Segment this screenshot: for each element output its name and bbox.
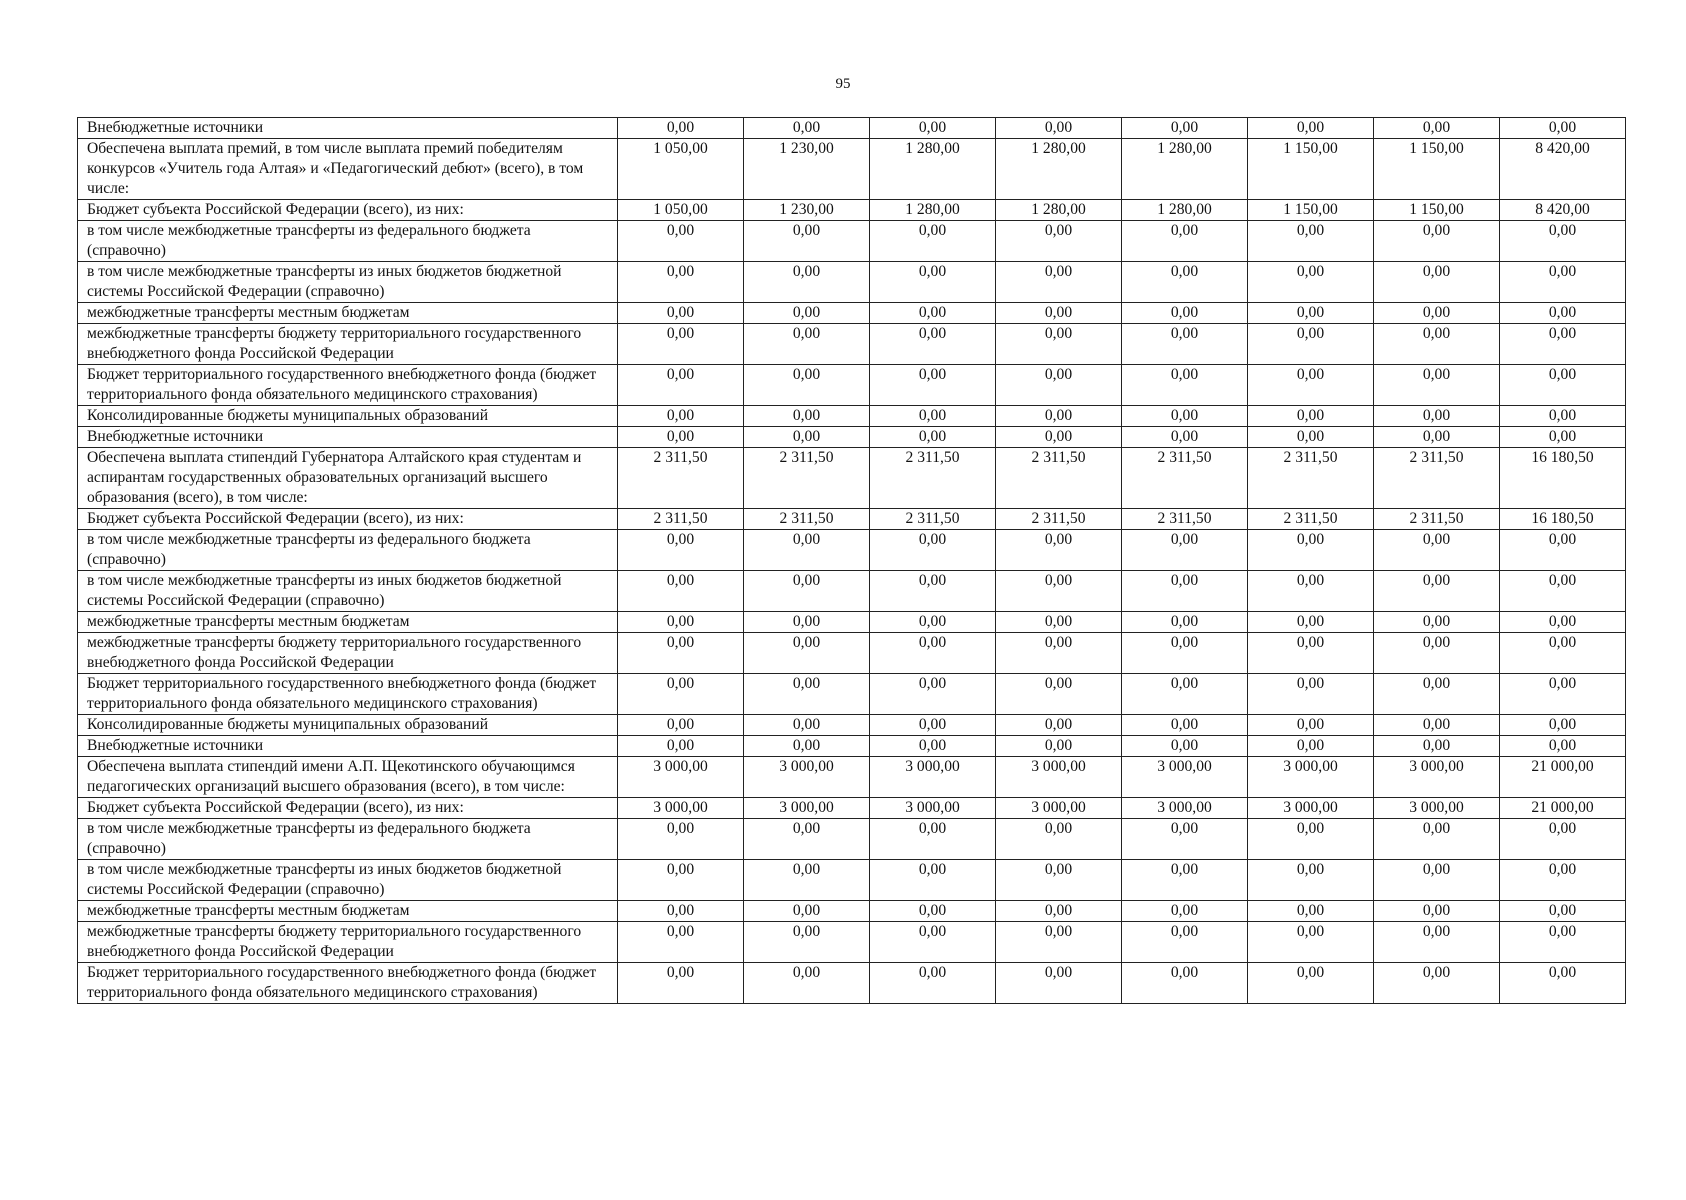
row-year-value: 0,00 bbox=[744, 427, 870, 448]
row-total-value: 0,00 bbox=[1500, 406, 1626, 427]
row-year-value: 0,00 bbox=[618, 303, 744, 324]
page-number: 95 bbox=[835, 76, 851, 92]
table-row bbox=[78, 571, 1626, 612]
row-year-value: 0,00 bbox=[996, 118, 1122, 139]
row-year-value: 0,00 bbox=[1122, 715, 1248, 736]
row-year-value: 0,00 bbox=[870, 118, 996, 139]
row-year-value: 0,00 bbox=[870, 736, 996, 757]
row-year-value: 0,00 bbox=[744, 365, 870, 406]
row-year-value: 2 311,50 bbox=[996, 448, 1122, 509]
row-label: Консолидированные бюджеты муниципальных образований bbox=[78, 406, 618, 427]
row-year-value: 0,00 bbox=[618, 819, 744, 860]
table-row bbox=[78, 365, 1626, 406]
row-total-value: 8 420,00 bbox=[1500, 200, 1626, 221]
row-year-value: 0,00 bbox=[618, 324, 744, 365]
row-year-value: 0,00 bbox=[996, 963, 1122, 1004]
row-year-value: 2 311,50 bbox=[870, 448, 996, 509]
row-year-value: 2 311,50 bbox=[744, 509, 870, 530]
row-total-value: 0,00 bbox=[1500, 736, 1626, 757]
row-year-value: 0,00 bbox=[618, 530, 744, 571]
row-year-value: 0,00 bbox=[1248, 221, 1374, 262]
row-year-value: 3 000,00 bbox=[870, 798, 996, 819]
row-year-value: 0,00 bbox=[870, 221, 996, 262]
row-year-value: 3 000,00 bbox=[744, 757, 870, 798]
row-year-value: 0,00 bbox=[870, 365, 996, 406]
row-label: в том числе межбюджетные трансферты из федерального бюджета (справочно) bbox=[78, 530, 618, 571]
row-year-value: 0,00 bbox=[744, 819, 870, 860]
row-year-value: 0,00 bbox=[1122, 324, 1248, 365]
row-total-value: 0,00 bbox=[1500, 612, 1626, 633]
table-row bbox=[78, 757, 1626, 798]
row-year-value: 0,00 bbox=[870, 427, 996, 448]
row-year-value: 0,00 bbox=[1374, 427, 1500, 448]
row-year-value: 0,00 bbox=[1374, 303, 1500, 324]
row-year-value: 0,00 bbox=[1248, 427, 1374, 448]
table-row bbox=[78, 427, 1626, 448]
row-year-value: 0,00 bbox=[1122, 571, 1248, 612]
row-year-value: 0,00 bbox=[744, 262, 870, 303]
table-row bbox=[78, 633, 1626, 674]
row-year-value: 0,00 bbox=[744, 860, 870, 901]
table-row bbox=[78, 715, 1626, 736]
row-label: межбюджетные трансферты бюджету территориального государственного внебюджетного фонда Российской Федерации bbox=[78, 922, 618, 963]
row-year-value: 1 230,00 bbox=[744, 139, 870, 200]
row-year-value: 0,00 bbox=[744, 221, 870, 262]
row-year-value: 2 311,50 bbox=[618, 448, 744, 509]
table-row bbox=[78, 736, 1626, 757]
row-year-value: 0,00 bbox=[1374, 365, 1500, 406]
row-year-value: 0,00 bbox=[618, 406, 744, 427]
row-year-value: 0,00 bbox=[1122, 221, 1248, 262]
row-year-value: 0,00 bbox=[618, 427, 744, 448]
row-year-value: 1 280,00 bbox=[996, 200, 1122, 221]
row-year-value: 0,00 bbox=[996, 571, 1122, 612]
row-label: Внебюджетные источники bbox=[78, 118, 618, 139]
row-year-value: 0,00 bbox=[618, 715, 744, 736]
row-year-value: 0,00 bbox=[618, 901, 744, 922]
row-year-value: 0,00 bbox=[618, 262, 744, 303]
row-total-value: 8 420,00 bbox=[1500, 139, 1626, 200]
row-total-value: 0,00 bbox=[1500, 963, 1626, 1004]
row-year-value: 0,00 bbox=[1248, 612, 1374, 633]
row-year-value: 1 280,00 bbox=[870, 139, 996, 200]
row-year-value: 1 150,00 bbox=[1374, 200, 1500, 221]
row-total-value: 0,00 bbox=[1500, 221, 1626, 262]
row-total-value: 0,00 bbox=[1500, 860, 1626, 901]
row-year-value: 0,00 bbox=[870, 262, 996, 303]
row-year-value: 0,00 bbox=[744, 571, 870, 612]
row-label: Обеспечена выплата стипендий имени А.П. Щекотинского обучающимся педагогических организаций высшего образования (всего), в том числе: bbox=[78, 757, 618, 798]
row-year-value: 0,00 bbox=[1374, 530, 1500, 571]
row-total-value: 0,00 bbox=[1500, 571, 1626, 612]
row-year-value: 0,00 bbox=[870, 860, 996, 901]
table-row bbox=[78, 118, 1626, 139]
row-year-value: 0,00 bbox=[870, 633, 996, 674]
row-year-value: 3 000,00 bbox=[1122, 798, 1248, 819]
row-year-value: 0,00 bbox=[1122, 303, 1248, 324]
table-row bbox=[78, 509, 1626, 530]
row-year-value: 3 000,00 bbox=[1248, 798, 1374, 819]
row-total-value: 0,00 bbox=[1500, 324, 1626, 365]
row-year-value: 3 000,00 bbox=[744, 798, 870, 819]
table-row bbox=[78, 221, 1626, 262]
row-year-value: 0,00 bbox=[744, 324, 870, 365]
row-year-value: 1 280,00 bbox=[1122, 139, 1248, 200]
table-row bbox=[78, 819, 1626, 860]
row-year-value: 2 311,50 bbox=[1374, 509, 1500, 530]
row-year-value: 0,00 bbox=[1248, 963, 1374, 1004]
row-year-value: 0,00 bbox=[1248, 571, 1374, 612]
row-year-value: 0,00 bbox=[1122, 612, 1248, 633]
row-year-value: 0,00 bbox=[1374, 612, 1500, 633]
row-year-value: 0,00 bbox=[1374, 963, 1500, 1004]
row-year-value: 0,00 bbox=[996, 715, 1122, 736]
row-year-value: 0,00 bbox=[1248, 674, 1374, 715]
row-year-value: 0,00 bbox=[618, 365, 744, 406]
row-year-value: 0,00 bbox=[870, 901, 996, 922]
row-year-value: 0,00 bbox=[744, 406, 870, 427]
row-total-value: 0,00 bbox=[1500, 365, 1626, 406]
row-label: Консолидированные бюджеты муниципальных образований bbox=[78, 715, 618, 736]
row-year-value: 0,00 bbox=[744, 963, 870, 1004]
table-row bbox=[78, 324, 1626, 365]
row-year-value: 0,00 bbox=[1122, 427, 1248, 448]
row-year-value: 3 000,00 bbox=[1122, 757, 1248, 798]
table-row bbox=[78, 530, 1626, 571]
row-year-value: 0,00 bbox=[996, 530, 1122, 571]
row-label: в том числе межбюджетные трансферты из федерального бюджета (справочно) bbox=[78, 819, 618, 860]
row-year-value: 3 000,00 bbox=[618, 757, 744, 798]
row-total-value: 16 180,50 bbox=[1500, 448, 1626, 509]
row-year-value: 0,00 bbox=[870, 715, 996, 736]
row-year-value: 0,00 bbox=[1248, 406, 1374, 427]
row-year-value: 0,00 bbox=[1248, 633, 1374, 674]
row-year-value: 0,00 bbox=[1122, 406, 1248, 427]
row-label: Обеспечена выплата премий, в том числе выплата премий победителям конкурсов «Учитель года Алтая» и «Педагогический дебют» (всего), в том числе: bbox=[78, 139, 618, 200]
row-year-value: 0,00 bbox=[618, 221, 744, 262]
row-year-value: 2 311,50 bbox=[744, 448, 870, 509]
row-year-value: 0,00 bbox=[1248, 303, 1374, 324]
row-year-value: 0,00 bbox=[1248, 860, 1374, 901]
row-year-value: 0,00 bbox=[1248, 901, 1374, 922]
row-year-value: 0,00 bbox=[996, 221, 1122, 262]
row-total-value: 21 000,00 bbox=[1500, 757, 1626, 798]
row-year-value: 0,00 bbox=[1248, 922, 1374, 963]
row-year-value: 0,00 bbox=[744, 118, 870, 139]
row-total-value: 21 000,00 bbox=[1500, 798, 1626, 819]
row-year-value: 0,00 bbox=[618, 963, 744, 1004]
row-total-value: 0,00 bbox=[1500, 633, 1626, 674]
row-year-value: 2 311,50 bbox=[1248, 509, 1374, 530]
row-year-value: 0,00 bbox=[618, 860, 744, 901]
row-year-value: 2 311,50 bbox=[1248, 448, 1374, 509]
row-total-value: 0,00 bbox=[1500, 262, 1626, 303]
row-year-value: 2 311,50 bbox=[618, 509, 744, 530]
row-label: Бюджет территориального государственного внебюджетного фонда (бюджет территориального фонда обязательного медицинского страхования) bbox=[78, 674, 618, 715]
table-body bbox=[78, 118, 1626, 1004]
row-year-value: 0,00 bbox=[870, 571, 996, 612]
row-year-value: 0,00 bbox=[618, 674, 744, 715]
row-year-value: 0,00 bbox=[1374, 860, 1500, 901]
row-year-value: 3 000,00 bbox=[618, 798, 744, 819]
row-year-value: 0,00 bbox=[744, 674, 870, 715]
row-total-value: 0,00 bbox=[1500, 118, 1626, 139]
row-year-value: 0,00 bbox=[1374, 819, 1500, 860]
row-year-value: 0,00 bbox=[1122, 633, 1248, 674]
row-year-value: 0,00 bbox=[744, 715, 870, 736]
row-year-value: 0,00 bbox=[870, 963, 996, 1004]
row-year-value: 0,00 bbox=[744, 612, 870, 633]
row-year-value: 0,00 bbox=[870, 406, 996, 427]
row-year-value: 0,00 bbox=[1248, 262, 1374, 303]
row-year-value: 0,00 bbox=[870, 612, 996, 633]
row-year-value: 0,00 bbox=[618, 736, 744, 757]
budget-table bbox=[77, 117, 1626, 1004]
row-label: Внебюджетные источники bbox=[78, 427, 618, 448]
row-year-value: 1 050,00 bbox=[618, 200, 744, 221]
row-year-value: 1 150,00 bbox=[1248, 200, 1374, 221]
row-year-value: 3 000,00 bbox=[1248, 757, 1374, 798]
table-row bbox=[78, 860, 1626, 901]
row-label: Внебюджетные источники bbox=[78, 736, 618, 757]
table-row bbox=[78, 200, 1626, 221]
row-year-value: 2 311,50 bbox=[1122, 448, 1248, 509]
row-label: Бюджет субъекта Российской Федерации (всего), из них: bbox=[78, 509, 618, 530]
row-year-value: 0,00 bbox=[1122, 901, 1248, 922]
row-year-value: 0,00 bbox=[1248, 530, 1374, 571]
row-label: Бюджет территориального государственного внебюджетного фонда (бюджет территориального фонда обязательного медицинского страхования) bbox=[78, 365, 618, 406]
row-year-value: 1 150,00 bbox=[1248, 139, 1374, 200]
row-year-value: 0,00 bbox=[744, 901, 870, 922]
row-year-value: 0,00 bbox=[996, 262, 1122, 303]
row-year-value: 1 150,00 bbox=[1374, 139, 1500, 200]
row-year-value: 0,00 bbox=[1122, 262, 1248, 303]
row-total-value: 0,00 bbox=[1500, 427, 1626, 448]
row-year-value: 0,00 bbox=[1122, 736, 1248, 757]
row-year-value: 0,00 bbox=[870, 819, 996, 860]
row-year-value: 0,00 bbox=[618, 612, 744, 633]
row-year-value: 0,00 bbox=[1374, 922, 1500, 963]
row-year-value: 0,00 bbox=[1122, 922, 1248, 963]
row-year-value: 0,00 bbox=[1374, 674, 1500, 715]
row-year-value: 0,00 bbox=[996, 324, 1122, 365]
row-year-value: 0,00 bbox=[1374, 262, 1500, 303]
row-year-value: 0,00 bbox=[996, 427, 1122, 448]
row-year-value: 0,00 bbox=[1248, 365, 1374, 406]
row-year-value: 0,00 bbox=[1248, 118, 1374, 139]
table-row bbox=[78, 922, 1626, 963]
row-year-value: 3 000,00 bbox=[1374, 757, 1500, 798]
row-year-value: 0,00 bbox=[996, 303, 1122, 324]
row-label: Бюджет территориального государственного внебюджетного фонда (бюджет территориального фонда обязательного медицинского страхования) bbox=[78, 963, 618, 1004]
row-label: в том числе межбюджетные трансферты из федерального бюджета (справочно) bbox=[78, 221, 618, 262]
row-year-value: 3 000,00 bbox=[996, 757, 1122, 798]
row-year-value: 0,00 bbox=[1374, 118, 1500, 139]
table-row bbox=[78, 798, 1626, 819]
row-year-value: 0,00 bbox=[870, 303, 996, 324]
table-row bbox=[78, 406, 1626, 427]
row-year-value: 0,00 bbox=[1374, 221, 1500, 262]
row-year-value: 0,00 bbox=[744, 633, 870, 674]
row-year-value: 0,00 bbox=[1122, 674, 1248, 715]
row-year-value: 0,00 bbox=[618, 571, 744, 612]
row-year-value: 0,00 bbox=[744, 530, 870, 571]
row-label: в том числе межбюджетные трансферты из иных бюджетов бюджетной системы Российской Федерации (справочно) bbox=[78, 571, 618, 612]
row-total-value: 0,00 bbox=[1500, 715, 1626, 736]
row-label: межбюджетные трансферты бюджету территориального государственного внебюджетного фонда Российской Федерации bbox=[78, 633, 618, 674]
row-year-value: 0,00 bbox=[996, 365, 1122, 406]
table-row bbox=[78, 262, 1626, 303]
row-year-value: 0,00 bbox=[996, 612, 1122, 633]
row-year-value: 0,00 bbox=[1374, 901, 1500, 922]
row-year-value: 0,00 bbox=[618, 118, 744, 139]
row-year-value: 0,00 bbox=[870, 922, 996, 963]
row-label: межбюджетные трансферты местным бюджетам bbox=[78, 303, 618, 324]
row-year-value: 0,00 bbox=[1374, 633, 1500, 674]
row-total-value: 0,00 bbox=[1500, 530, 1626, 571]
row-year-value: 0,00 bbox=[744, 303, 870, 324]
row-label: Обеспечена выплата стипендий Губернатора Алтайского края студентам и аспирантам государственных образовательных организаций высшего образования (всего), в том числе: bbox=[78, 448, 618, 509]
row-total-value: 0,00 bbox=[1500, 922, 1626, 963]
row-year-value: 0,00 bbox=[1248, 715, 1374, 736]
row-year-value: 0,00 bbox=[996, 736, 1122, 757]
row-year-value: 0,00 bbox=[996, 901, 1122, 922]
table-row bbox=[78, 901, 1626, 922]
row-year-value: 0,00 bbox=[1122, 118, 1248, 139]
row-year-value: 0,00 bbox=[1122, 963, 1248, 1004]
row-label: Бюджет субъекта Российской Федерации (всего), из них: bbox=[78, 200, 618, 221]
row-year-value: 0,00 bbox=[1374, 324, 1500, 365]
row-year-value: 0,00 bbox=[870, 674, 996, 715]
row-year-value: 0,00 bbox=[1374, 736, 1500, 757]
row-total-value: 0,00 bbox=[1500, 819, 1626, 860]
row-year-value: 1 280,00 bbox=[1122, 200, 1248, 221]
row-label: в том числе межбюджетные трансферты из иных бюджетов бюджетной системы Российской Федерации (справочно) bbox=[78, 262, 618, 303]
row-year-value: 0,00 bbox=[1122, 860, 1248, 901]
row-year-value: 0,00 bbox=[1248, 324, 1374, 365]
row-year-value: 0,00 bbox=[744, 922, 870, 963]
row-year-value: 0,00 bbox=[996, 922, 1122, 963]
row-year-value: 3 000,00 bbox=[870, 757, 996, 798]
row-year-value: 2 311,50 bbox=[870, 509, 996, 530]
row-year-value: 1 280,00 bbox=[996, 139, 1122, 200]
table-row bbox=[78, 674, 1626, 715]
row-year-value: 0,00 bbox=[996, 819, 1122, 860]
row-year-value: 0,00 bbox=[996, 633, 1122, 674]
row-year-value: 2 311,50 bbox=[996, 509, 1122, 530]
row-total-value: 0,00 bbox=[1500, 674, 1626, 715]
row-year-value: 1 230,00 bbox=[744, 200, 870, 221]
row-year-value: 0,00 bbox=[1122, 365, 1248, 406]
row-year-value: 0,00 bbox=[618, 922, 744, 963]
row-label: Бюджет субъекта Российской Федерации (всего), из них: bbox=[78, 798, 618, 819]
row-year-value: 0,00 bbox=[1374, 571, 1500, 612]
table-row bbox=[78, 963, 1626, 1004]
row-year-value: 1 280,00 bbox=[870, 200, 996, 221]
row-total-value: 0,00 bbox=[1500, 303, 1626, 324]
row-year-value: 0,00 bbox=[618, 633, 744, 674]
row-label: межбюджетные трансферты местным бюджетам bbox=[78, 612, 618, 633]
table-row bbox=[78, 448, 1626, 509]
row-year-value: 0,00 bbox=[1248, 736, 1374, 757]
row-year-value: 0,00 bbox=[1374, 715, 1500, 736]
table-row bbox=[78, 303, 1626, 324]
row-label: межбюджетные трансферты бюджету территориального государственного внебюджетного фонда Российской Федерации bbox=[78, 324, 618, 365]
row-year-value: 0,00 bbox=[996, 860, 1122, 901]
row-total-value: 0,00 bbox=[1500, 901, 1626, 922]
row-year-value: 3 000,00 bbox=[1374, 798, 1500, 819]
row-year-value: 2 311,50 bbox=[1374, 448, 1500, 509]
row-year-value: 0,00 bbox=[996, 674, 1122, 715]
row-year-value: 0,00 bbox=[744, 736, 870, 757]
row-year-value: 0,00 bbox=[996, 406, 1122, 427]
row-year-value: 3 000,00 bbox=[996, 798, 1122, 819]
row-year-value: 2 311,50 bbox=[1122, 509, 1248, 530]
row-year-value: 0,00 bbox=[870, 530, 996, 571]
row-year-value: 0,00 bbox=[1374, 406, 1500, 427]
row-year-value: 0,00 bbox=[1122, 819, 1248, 860]
row-year-value: 0,00 bbox=[1248, 819, 1374, 860]
row-label: в том числе межбюджетные трансферты из иных бюджетов бюджетной системы Российской Федерации (справочно) bbox=[78, 860, 618, 901]
table-row bbox=[78, 612, 1626, 633]
row-year-value: 0,00 bbox=[1122, 530, 1248, 571]
row-year-value: 1 050,00 bbox=[618, 139, 744, 200]
row-total-value: 16 180,50 bbox=[1500, 509, 1626, 530]
row-label: межбюджетные трансферты местным бюджетам bbox=[78, 901, 618, 922]
row-year-value: 0,00 bbox=[870, 324, 996, 365]
table-row bbox=[78, 139, 1626, 200]
